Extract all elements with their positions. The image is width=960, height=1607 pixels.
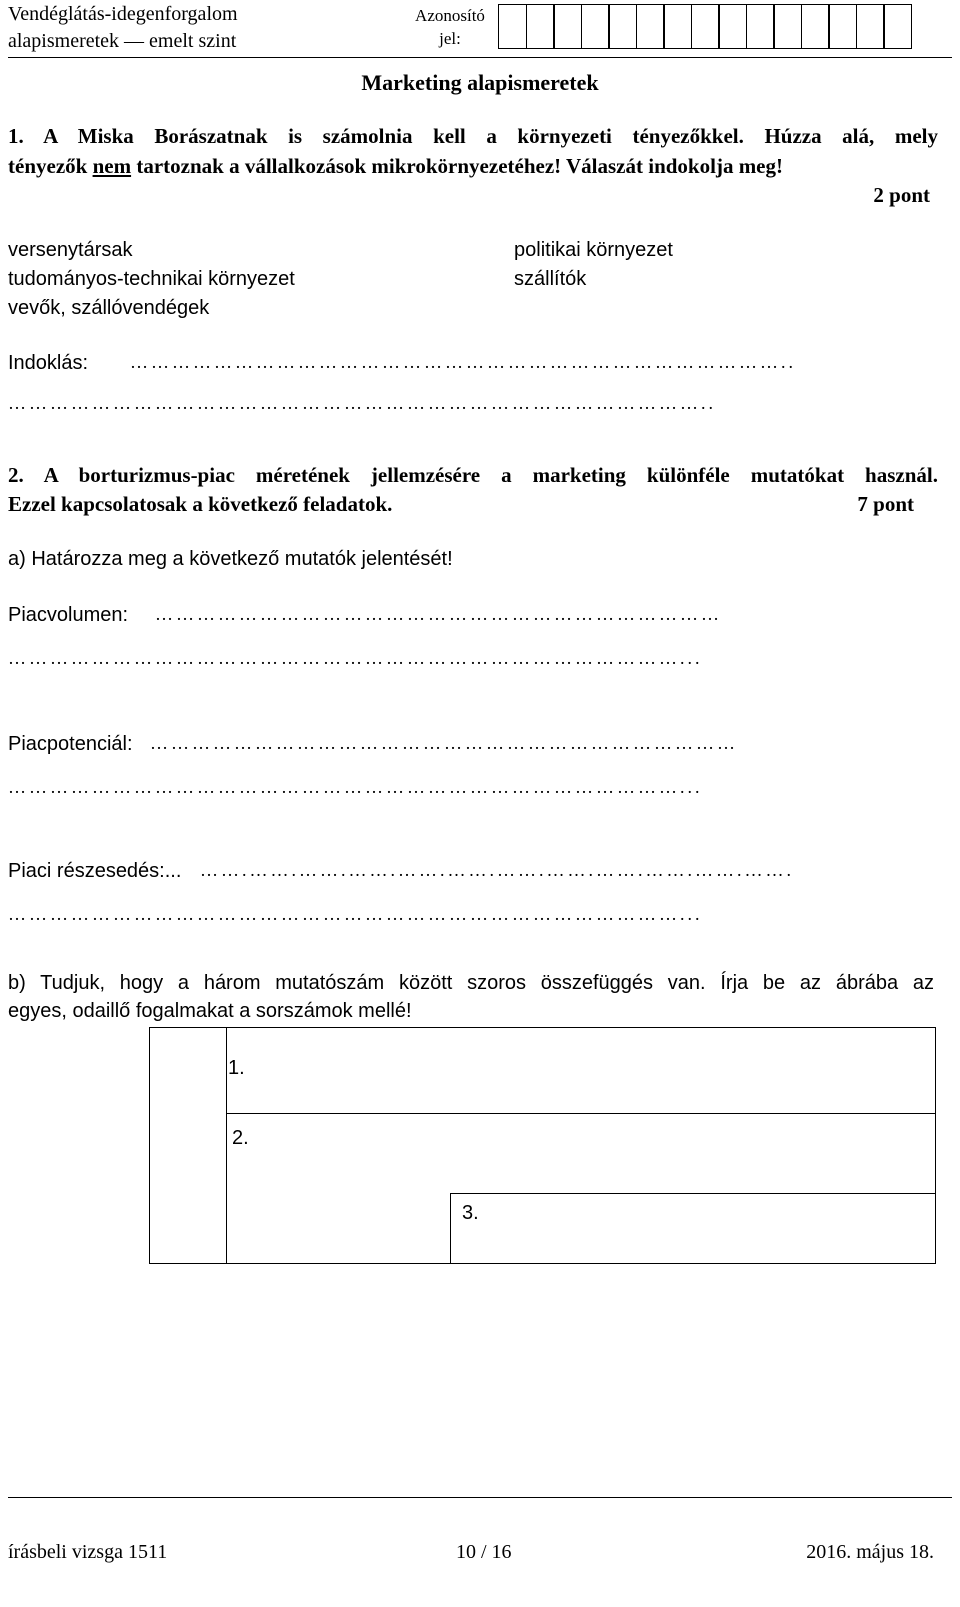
id-box[interactable] xyxy=(828,4,857,49)
q1-text-line-1: 1. A Miska Borászatnak is számolnia kell a környezeti tényezőkkel. Húzza alá, mely xyxy=(8,124,938,148)
q1-options-right xyxy=(514,236,673,294)
q1-options-left xyxy=(8,236,295,323)
id-box[interactable] xyxy=(608,4,637,49)
q2-text-line-2: Ezzel kapcsolatosak a következő feladatok. xyxy=(8,492,393,516)
diagram-label-1[interactable]: 1. xyxy=(228,1057,245,1079)
q1-points: 2 pont xyxy=(873,183,930,207)
footer-page-number: 10 / 16 xyxy=(456,1541,512,1563)
id-box[interactable] xyxy=(663,4,692,49)
id-box[interactable] xyxy=(856,4,885,49)
id-box[interactable] xyxy=(746,4,775,49)
q2-text-line-1: 2. A borturizmus-piac méretének jellemzésére a marketing különféle mutatókat használ. xyxy=(8,463,938,487)
header-divider xyxy=(8,57,952,58)
subject-line-1: Vendéglátás-idegenforgalom xyxy=(8,3,238,25)
q1-text-post: tartoznak a vállalkozások mikrokörnyezetéhez! Válaszát indokolja meg! xyxy=(131,154,784,178)
market-potential-line-1[interactable]: ………………………………………………………………………… xyxy=(150,733,738,753)
q1-underlined-word: nem xyxy=(92,154,132,178)
diagram-label-2[interactable]: 2. xyxy=(232,1127,249,1149)
footer-date: 2016. május 18. xyxy=(806,1541,934,1563)
diagram-label-3[interactable]: 3. xyxy=(462,1202,479,1224)
id-box[interactable] xyxy=(498,4,527,49)
id-box[interactable] xyxy=(718,4,747,49)
q1-text-pre: tényezők xyxy=(8,154,93,178)
option-customers[interactable]: vevők, szállóvendégek xyxy=(8,297,210,319)
market-share-line-1[interactable]: …….…….…….…….…….…….…….…….…….…….…….……. xyxy=(200,860,794,880)
footer-exam-code: írásbeli vizsga 1511 xyxy=(8,1541,168,1563)
market-share-label: Piaci részesedés:... xyxy=(8,860,182,882)
market-volume-label: Piacvolumen: xyxy=(8,604,129,626)
id-box[interactable] xyxy=(581,4,610,49)
id-code-boxes[interactable] xyxy=(498,4,911,49)
id-box[interactable] xyxy=(801,4,830,49)
subject-line-2: alapismeretek — emelt szint xyxy=(8,30,237,52)
market-potential-line-2[interactable]: ……………………………………………………………………………………... xyxy=(8,777,703,797)
footer-divider xyxy=(8,1497,952,1498)
market-volume-line-2[interactable]: ……………………………………………………………………………………... xyxy=(8,648,703,668)
justification-line-1[interactable]: ………………………………………………………………………………….. xyxy=(130,352,796,372)
q2b-instruction-line-1: b) Tudjuk, hogy a három mutatószám között szoros összefüggés van. Írja be az ábrába az xyxy=(8,972,934,994)
id-box[interactable] xyxy=(526,4,555,49)
market-potential-label: Piacpotenciál: xyxy=(8,733,133,755)
q2a-instruction: a) Határozza meg a következő mutatók jelentését! xyxy=(8,548,453,570)
diagram-inner-box xyxy=(450,1193,936,1264)
justification-line-2[interactable]: ……………………………………………………………………………………….. xyxy=(8,393,716,413)
q2b-instruction-line-2: egyes, odaillő fogalmakat a sorszámok mellé! xyxy=(8,1000,412,1022)
q2-points: 7 pont xyxy=(857,492,914,516)
option-suppliers[interactable]: szállítók xyxy=(514,268,587,290)
justification-label: Indoklás: xyxy=(8,352,89,374)
id-box[interactable] xyxy=(636,4,665,49)
q1-text-line-2 xyxy=(8,151,938,181)
id-box[interactable] xyxy=(691,4,720,49)
id-box[interactable] xyxy=(553,4,582,49)
subject-header xyxy=(8,1,238,55)
option-competitors[interactable]: versenytársak xyxy=(8,239,133,261)
id-box[interactable] xyxy=(773,4,802,49)
page-title: Marketing alapismeretek xyxy=(361,70,599,95)
id-label xyxy=(410,4,490,50)
id-label-line-1: Azonosító xyxy=(415,6,485,25)
market-share-line-2[interactable]: ……………………………………………………………………………………... xyxy=(8,904,703,924)
id-label-line-2: jel: xyxy=(439,29,461,48)
market-volume-line-1[interactable]: ……………………………………………………………………… xyxy=(155,604,722,624)
option-political[interactable]: politikai környezet xyxy=(514,239,673,261)
id-box[interactable] xyxy=(883,4,912,49)
option-scientific-technical[interactable]: tudományos-technikai környezet xyxy=(8,268,295,290)
